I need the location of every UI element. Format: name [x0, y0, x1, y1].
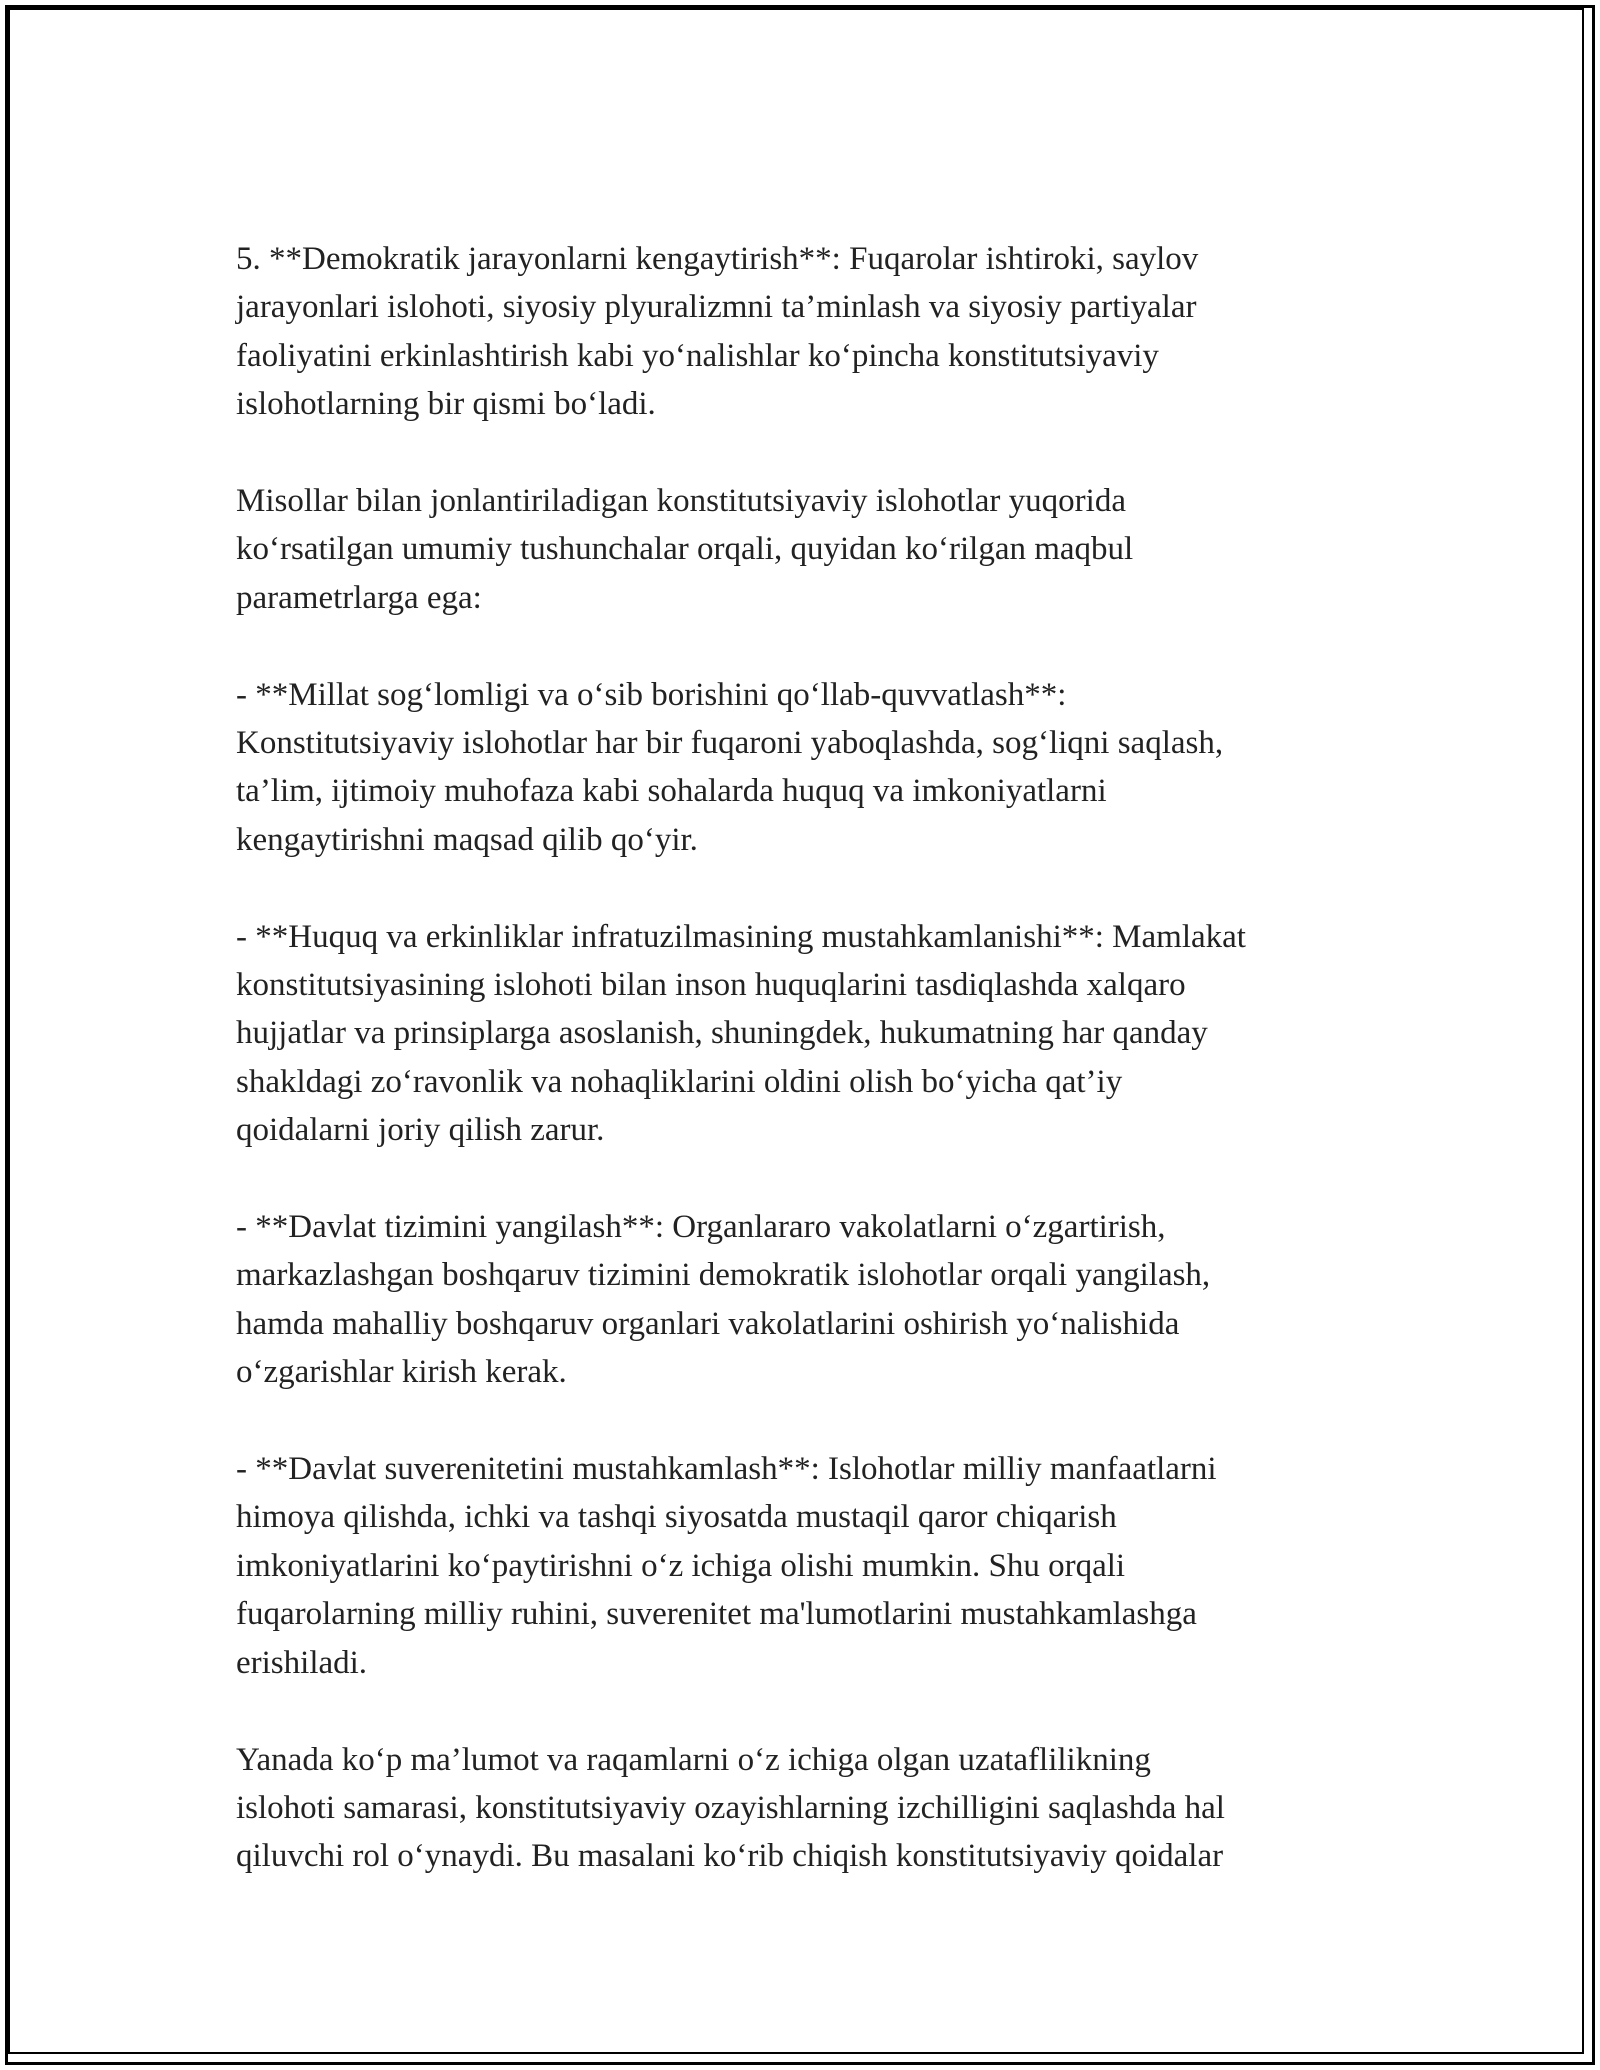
text-line: markazlashgan boshqaruv tizimini demokratik islohotlar orqali yangilash,: [236, 1257, 1211, 1294]
text-line: 5. **Demokratik jarayonlarni kengaytirish**: Fuqarolar ishtiroki, saylov: [236, 241, 1199, 277]
paragraph-examples-intro: [236, 477, 1366, 622]
text-line: imkoniyatlarini ko‘paytirishni o‘z ichiga olishi mumkin. Shu orqali: [236, 1547, 1126, 1584]
text-line: faoliyatini erkinlashtirish kabi yo‘nalishlar ko‘pincha konstitutsiyaviy: [236, 337, 1159, 374]
text-line: ko‘rsatilgan umumiy tushunchalar orqali, quyidan ko‘rilgan maqbul: [236, 531, 1134, 568]
paragraph-state-sovereignty: [236, 1445, 1366, 1687]
text-line: islohoti samarasi, konstitutsiyaviy ozayishlarning izchilligini saqlashda hal: [236, 1789, 1225, 1826]
text-line: Misollar bilan jonlantiriladigan konstitutsiyaviy islohotlar yuqorida: [236, 483, 1126, 520]
text-line: Yanada ko‘p ma’lumot va raqamlarni o‘z ichiga olgan uzataflilikning: [236, 1741, 1151, 1778]
text-line: - **Davlat tizimini yangilash**: Organlararo vakolatlarni o‘zgartirish,: [236, 1209, 1166, 1246]
paragraph-rights-infrastructure: [236, 913, 1366, 1155]
paragraph-democratic-processes: [236, 235, 1366, 429]
text-line: o‘zgarishlar kirish kerak.: [236, 1354, 567, 1391]
paragraph-conclusion: [236, 1736, 1366, 1881]
text-line: - **Millat sog‘lomligi va o‘sib borishini qo‘llab-quvvatlash**:: [236, 676, 1067, 713]
text-line: jarayonlari islohoti, siyosiy plyuralizmni ta’minlash va siyosiy partiyalar: [236, 289, 1197, 326]
text-line: qoidalarni joriy qilish zarur.: [236, 1112, 605, 1149]
text-line: hamda mahalliy boshqaruv organlari vakolatlarini oshirish yo‘nalishida: [236, 1305, 1180, 1342]
text-line: hujjatlar va prinsiplarga asoslanish, shuningdek, hukumatning har qanday: [236, 1015, 1208, 1052]
text-line: Konstitutsiyaviy islohotlar har bir fuqaroni yaboqlashda, sog‘liqni saqlash,: [236, 725, 1224, 762]
text-line: erishiladi.: [236, 1644, 368, 1681]
text-line: ta’lim, ijtimoiy muhofaza kabi sohalarda huquq va imkoniyatlarni: [236, 773, 1107, 810]
text-line: shakldagi zo‘ravonlik va nohaqliklarini oldini olish bo‘yicha qat’iy: [236, 1063, 1123, 1100]
text-line: kengaytirishni maqsad qilib qo‘yir.: [236, 821, 698, 858]
paragraph-state-system: [236, 1203, 1366, 1397]
text-line: parametrlarga ega:: [236, 579, 482, 616]
paragraph-nation-health: [236, 671, 1366, 865]
document-body: [236, 235, 1366, 1929]
text-line: - **Huquq va erkinliklar infratuzilmasining mustahkamlanishi**: Mamlakat: [236, 918, 1246, 955]
text-line: islohotlarning bir qismi bo‘ladi.: [236, 386, 656, 423]
text-line: - **Davlat suverenitetini mustahkamlash**: Islohotlar milliy manfaatlarni: [236, 1451, 1217, 1488]
text-line: fuqarolarning milliy ruhini, suverenitet ma'lumotlarini mustahkamlashga: [236, 1596, 1197, 1633]
text-line: qiluvchi rol o‘ynaydi. Bu masalani ko‘rib chiqish konstitutsiyaviy qoidalar: [236, 1838, 1224, 1875]
text-line: konstitutsiyasining islohoti bilan inson huquqlarini tasdiqlashda xalqaro: [236, 967, 1186, 1004]
text-line: himoya qilishda, ichki va tashqi siyosatda mustaqil qaror chiqarish: [236, 1499, 1117, 1536]
